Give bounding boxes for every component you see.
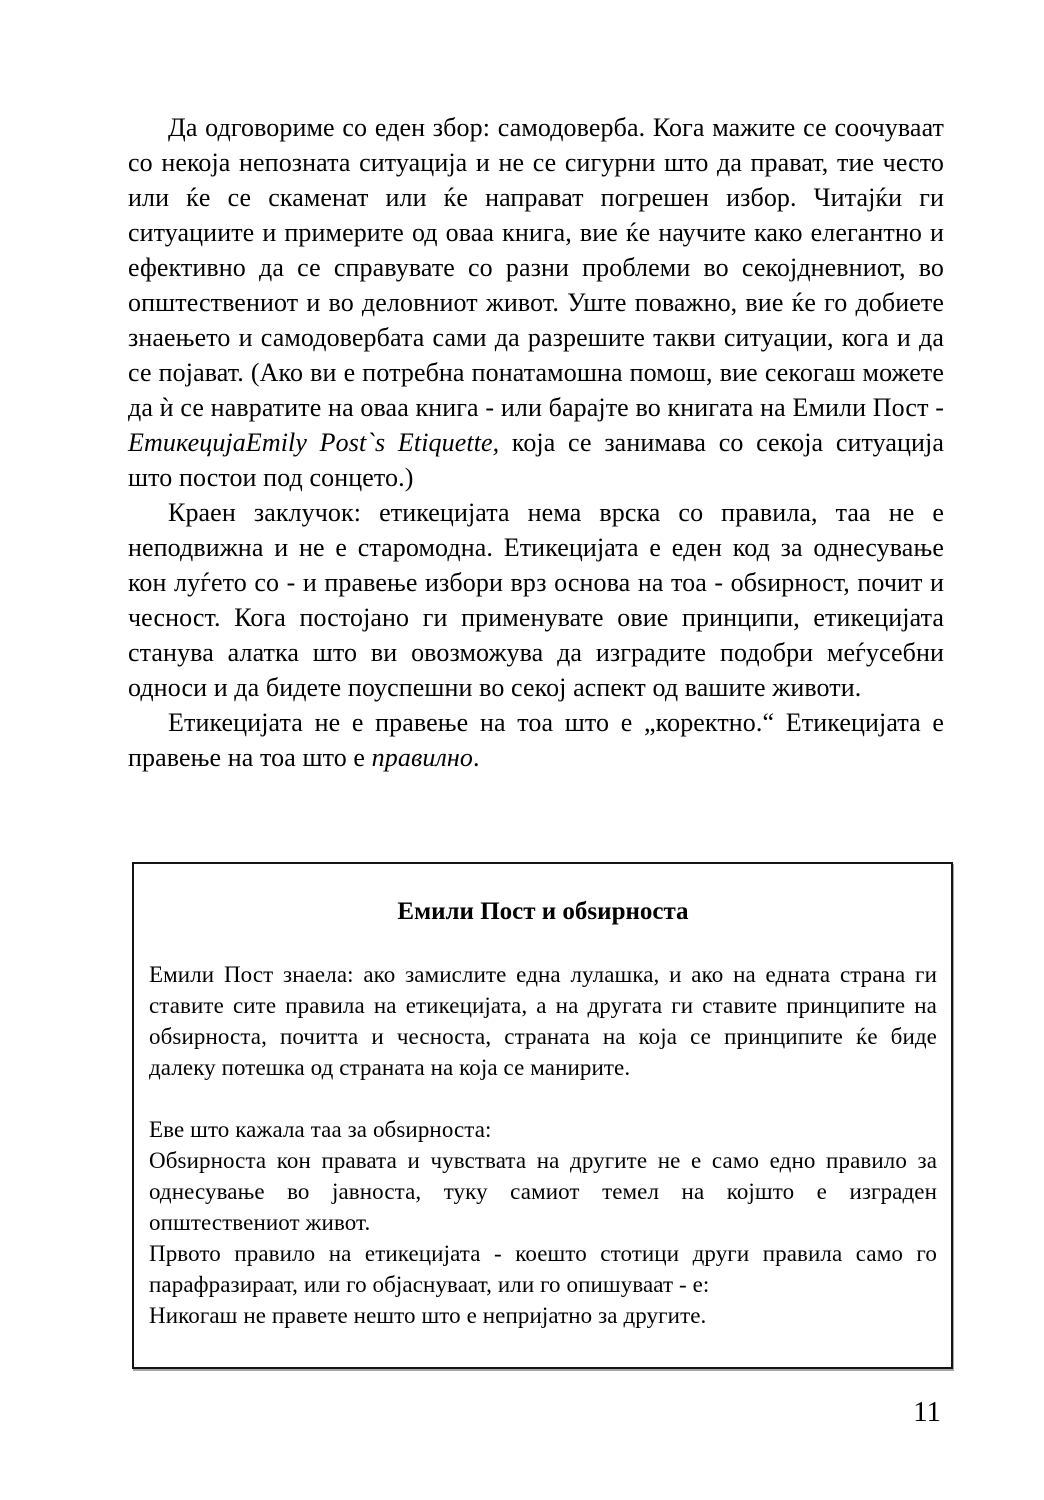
paragraph-intro-text-after: која се занимава со секоја ситуација што постои под сонцето.)	[128, 428, 944, 492]
box-paragraph-never-rule: Никогаш не правете нешто што е непријатно за другите.	[149, 1303, 707, 1328]
page-number: 11	[913, 1396, 941, 1428]
paragraph-proper	[128, 705, 944, 775]
box-paragraph-first-rule: Првото правило на етикецијата - коешто стотици други правила само го парафразираат, или го објаснуваат, или го опишуваат - е:	[149, 1241, 937, 1297]
emphasis-italic: правилно	[371, 743, 473, 772]
paragraph-intro-text: Да одговориме со еден збор: самодоверба. Кога мажите се соочуваат со некоја непозната ситуација и не се сигурни што да прават, тие често или ќе се скаменат или ќе направат погрешен избор. Читајќи ги ситуациите и примерите од оваа книга, вие ќе научите како елегантно и ефективно да се справувате со разни проблеми во секојдневниот, во општествениот и во деловниот живот. Уште поважно, вие ќе го добиете знаењето и самодовербата сами да разрешите такви ситуации, кога и да се појават. (Ако ви е потребна понатамошна помош, вие секогаш можете да ѝ се навратите на оваа книга - или барајте во книгата на Емили Пост -	[128, 113, 944, 422]
paragraph-proper-text: Етикецијата не е правење на тоа што е „коректно.“ Етикецијата е правење на тоа што е	[128, 708, 944, 772]
book-title-italic: ЕтикецијаEmily Post`s Etiquette,	[128, 428, 500, 457]
paragraph-proper-text-after: .	[472, 743, 480, 772]
emily-post-sidebar-box	[132, 862, 953, 1369]
box-paragraph-swing: Емили Пост знаела: ако замислите една лулашка, и ако на едната страна ги ставите сите правила на етикецијата, а на другата ги ставите принципите на обѕирноста, почитта и чесноста, страната на која се принципите ќе биде далеку потешка од страната на која се манирите.	[149, 962, 937, 1080]
paragraph-intro	[128, 110, 944, 495]
box-title: Емили Пост и обѕирноста	[397, 898, 689, 925]
main-text-block	[128, 110, 944, 775]
paragraph-conclusion: Краен заклучок: етикецијата нема врска со правила, таа не е неподвижна и не е старомодна. Етикецијата е еден код за однесување кон луѓето со - и правење избори врз основа на тоа - обѕирност, почит и чесност. Кога постојано ги применувате овие принципи, етикецијата станува алатка што ви овозможува да изградите подобри меѓусебни односи и да бидете поуспешни во секој аспект од вашите животи.	[128, 498, 944, 702]
box-paragraph-consideration: Обѕирноста кон правата и чувствата на другите не е само едно правило за однесување во јавноста, туку самиот темел на којшто е изграден општествениот живот.	[149, 1148, 937, 1235]
box-paragraph-lead-in: Еве што кажала таа за обѕирноста:	[149, 1117, 492, 1142]
